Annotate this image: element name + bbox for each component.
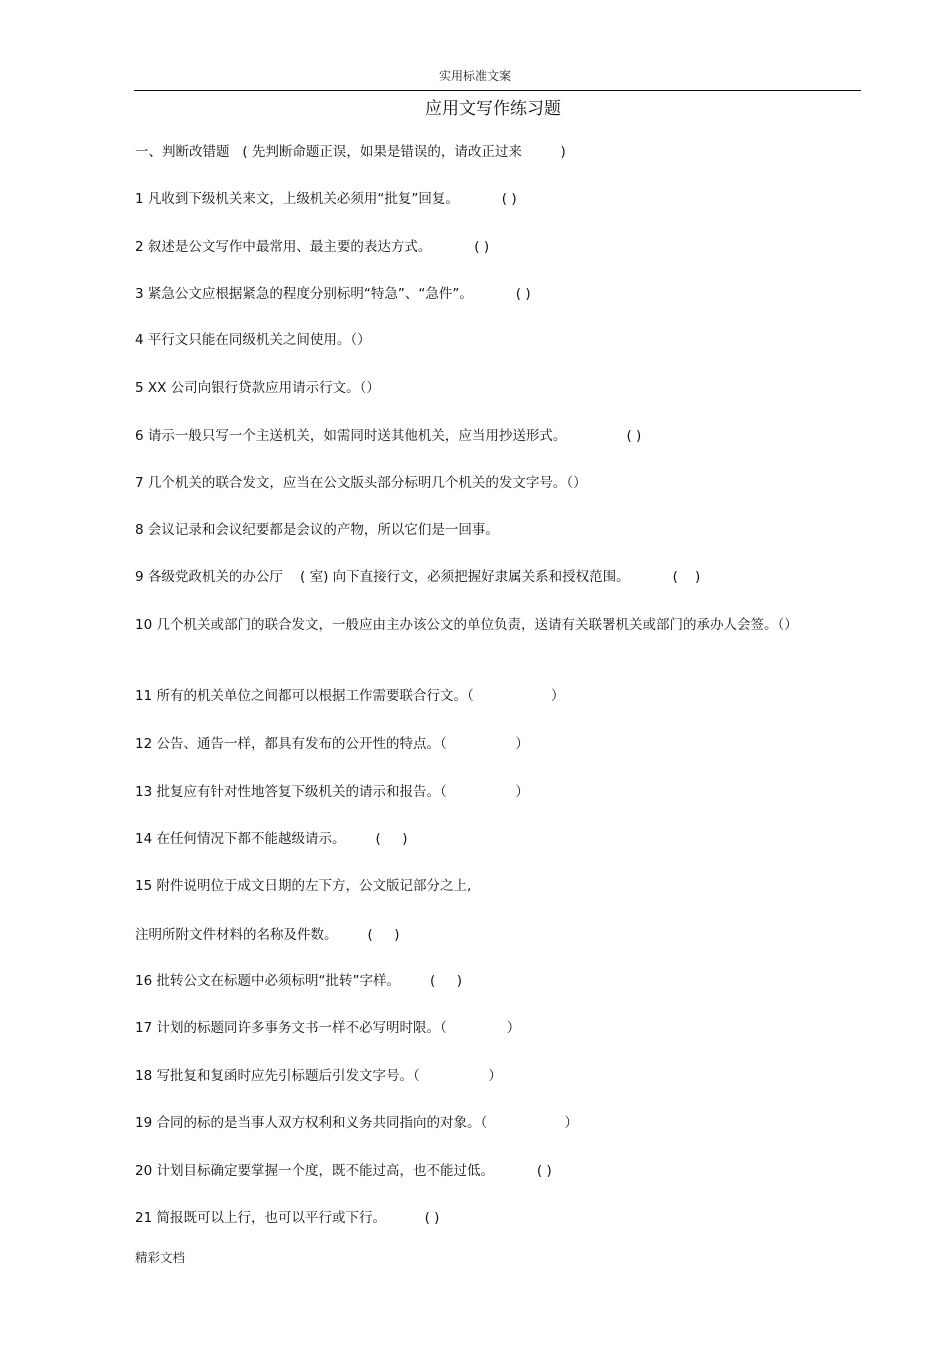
question-item: 19 合同的标的是当事人双方权利和义务共同指向的对象。（ ）: [135, 1115, 578, 1131]
section-heading: 一、判断改错题 ( 先判断命题正误，如果是错误的，请改正过来 ): [135, 144, 566, 160]
page-header-label: 实用标准文案: [438, 69, 511, 83]
question-item: 15 附件说明位于成文日期的左下方，公文版记部分之上,: [135, 878, 472, 894]
header-divider: [134, 90, 861, 91]
question-item: 17 计划的标题同许多事务文书一样不必写明时限。（ ）: [135, 1020, 521, 1036]
document-title: 应用文写作练习题: [425, 99, 561, 119]
question-item: 12 公告、通告一样，都具有发布的公开性的特点。（ ）: [135, 736, 529, 752]
question-item: 1 凡收到下级机关来文，上级机关必须用“批复”回复。 ( ): [135, 191, 517, 207]
page-footer-label: 精彩文档: [135, 1250, 186, 1265]
question-item: 6 请示一般只写一个主送机关，如需同时送其他机关，应当用抄送形式。 ( ): [135, 428, 642, 444]
question-item: 11 所有的机关单位之间都可以根据工作需要联合行文。（ ）: [135, 688, 565, 704]
question-item-continuation: 注明所附文件材料的名称及件数。 ( ): [135, 927, 400, 943]
question-item: 20 计划目标确定要掌握一个度，既不能过高，也不能过低。 ( ): [135, 1163, 552, 1179]
question-item: 7 几个机关的联合发文，应当在公文版头部分标明几个机关的发文字号。（）: [135, 475, 587, 491]
question-item: 14 在任何情况下都不能越级请示。 ( ): [135, 831, 408, 847]
question-item: 9 各级党政机关的办公厅 ( 室) 向下直接行文，必须把握好隶属关系和授权范围。 ( ): [135, 569, 701, 585]
question-item: 18 写批复和复函时应先引标题后引发文字号。（ ）: [135, 1068, 502, 1084]
question-item: 5 XX 公司向银行贷款应用请示行文。（）: [135, 380, 380, 396]
question-item: 10 几个机关或部门的联合发文，一般应由主办该公文的单位负责，送请有关联署机关或部门的承办人会签。（）: [135, 617, 798, 633]
question-item: 13 批复应有针对性地答复下级机关的请示和报告。（ ）: [135, 784, 529, 800]
question-item: 8 会议记录和会议纪要都是会议的产物，所以它们是一回事。: [135, 522, 499, 538]
question-item: 3 紧急公文应根据紧急的程度分别标明“特急”、“急件”。 ( ): [135, 286, 531, 302]
question-item: 2 叙述是公文写作中最常用、最主要的表达方式。 ( ): [135, 239, 490, 255]
question-item: 16 批转公文在标题中必须标明“批转”字样。 ( ): [135, 973, 462, 989]
question-item: 4 平行文只能在同级机关之间使用。（）: [135, 332, 371, 348]
question-item: 21 简报既可以上行，也可以平行或下行。 ( ): [135, 1210, 440, 1226]
